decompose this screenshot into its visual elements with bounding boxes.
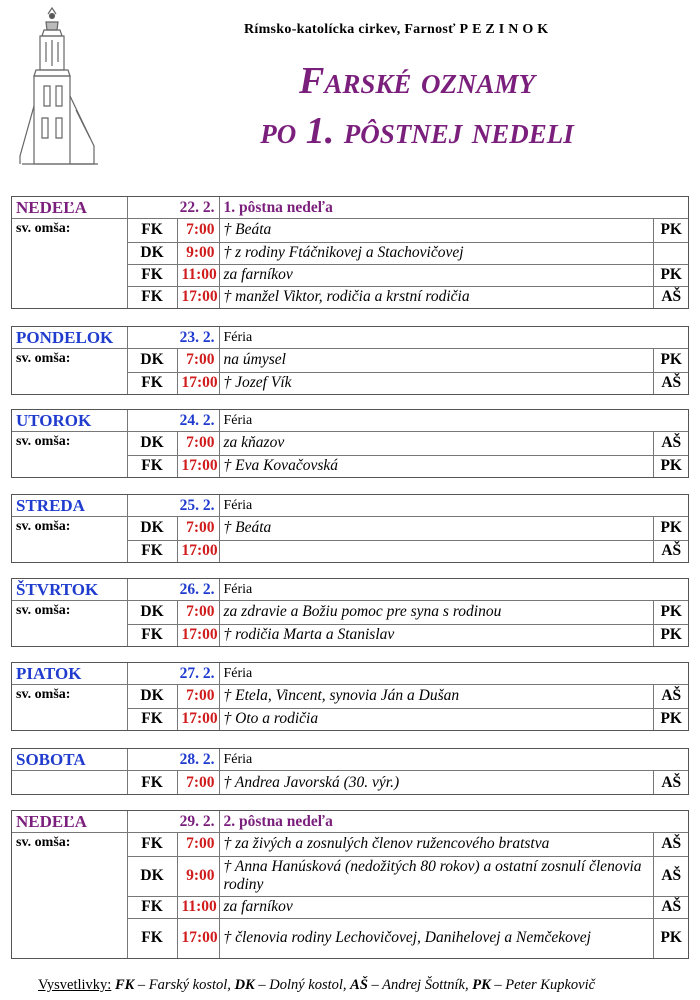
day-header-row [12, 495, 688, 517]
mass-time: 17:00 [177, 540, 219, 562]
mass-intention: † Beáta [219, 219, 654, 243]
church-code: FK [127, 624, 177, 646]
mass-label [12, 372, 127, 394]
day-date: 24. 2. [127, 410, 219, 432]
day-header-row [12, 811, 688, 833]
day-name: PONDELOK [12, 327, 127, 349]
mass-row [12, 601, 688, 625]
day-table [12, 579, 688, 646]
mass-time: 17:00 [177, 624, 219, 646]
legend-text-dk: – Dolný kostol, [258, 977, 347, 993]
day-name: NEDEĽA [12, 197, 127, 219]
legend-abbr-as: AŠ [350, 977, 368, 993]
priest-code: PK [654, 455, 688, 477]
church-code: DK [127, 432, 177, 456]
church-code: FK [127, 286, 177, 308]
day-table [12, 749, 688, 794]
day-table [12, 410, 688, 477]
legend-text-fk: – Farský kostol, [137, 977, 231, 993]
priest-code: PK [654, 349, 688, 373]
mass-time: 7:00 [177, 349, 219, 373]
mass-intention [219, 540, 654, 562]
mass-label [12, 624, 127, 646]
day-date: 28. 2. [127, 749, 219, 771]
day-header-row [12, 663, 688, 685]
day-name: NEDEĽA [12, 811, 127, 833]
org-text: Rímsko-katolícka cirkev, Farnosť [244, 22, 456, 37]
church-code: FK [127, 918, 177, 958]
mass-label [12, 286, 127, 308]
church-tower-logo [10, 6, 100, 176]
priest-code: PK [654, 219, 688, 243]
church-code: FK [127, 896, 177, 918]
mass-row [12, 455, 688, 477]
mass-row [12, 896, 688, 918]
mass-label: sv. omša: [12, 833, 127, 857]
mass-time: 17:00 [177, 455, 219, 477]
priest-code [654, 242, 688, 264]
legend-text-pk: – Peter Kupkovič [494, 977, 596, 993]
day-table [12, 663, 688, 730]
legend-text-as: – Andrej Šottník, [371, 977, 469, 993]
mass-row [12, 685, 688, 709]
mass-time: 7:00 [177, 219, 219, 243]
mass-time: 17:00 [177, 918, 219, 958]
day-feast: Féria [219, 495, 688, 517]
mass-time: 7:00 [177, 432, 219, 456]
mass-row [12, 349, 688, 373]
priest-code: PK [654, 601, 688, 625]
mass-time: 17:00 [177, 286, 219, 308]
mass-label [12, 708, 127, 730]
day-header-row [12, 579, 688, 601]
day-name: SOBOTA [12, 749, 127, 771]
mass-label: sv. omša: [12, 219, 127, 243]
day-date: 23. 2. [127, 327, 219, 349]
page-title [132, 56, 700, 156]
priest-code: AŠ [654, 432, 688, 456]
day-date: 25. 2. [127, 495, 219, 517]
day-table [12, 811, 688, 958]
day-name: STREDA [12, 495, 127, 517]
mass-intention: † Oto a rodičia [219, 708, 654, 730]
day-feast: Féria [219, 410, 688, 432]
day-feast: 1. pôstna nedeľa [219, 197, 688, 219]
church-code: FK [127, 540, 177, 562]
mass-time: 11:00 [177, 896, 219, 918]
day-date: 22. 2. [127, 197, 219, 219]
day-block [11, 409, 689, 478]
day-name: PIATOK [12, 663, 127, 685]
day-date: 29. 2. [127, 811, 219, 833]
church-code: FK [127, 833, 177, 857]
day-feast: Féria [219, 327, 688, 349]
day-feast: Féria [219, 579, 688, 601]
mass-label: sv. omša: [12, 685, 127, 709]
church-code: FK [127, 771, 177, 795]
mass-label: sv. omša: [12, 601, 127, 625]
mass-intention: za farníkov [219, 264, 654, 286]
day-date: 27. 2. [127, 663, 219, 685]
mass-intention: † Jozef Vík [219, 372, 654, 394]
mass-label: sv. omša: [12, 517, 127, 541]
mass-row [12, 708, 688, 730]
mass-label [12, 264, 127, 286]
mass-label [12, 242, 127, 264]
mass-time: 17:00 [177, 372, 219, 394]
mass-intention: † za živých a zosnulých členov ružencového bratstva [219, 833, 654, 857]
mass-intention: † Anna Hanúsková (nedožitých 80 rokov) a ostatní zosnulí členovia rodiny [219, 856, 654, 896]
day-table [12, 495, 688, 562]
mass-intention: † Andrea Javorská (30. výr.) [219, 771, 654, 795]
mass-intention: za zdravie a Božiu pomoc pre syna s rodinou [219, 601, 654, 625]
title-line-1: Farské oznamy [299, 60, 535, 102]
mass-row [12, 372, 688, 394]
church-code: DK [127, 685, 177, 709]
church-code: FK [127, 372, 177, 394]
day-feast: Féria [219, 663, 688, 685]
mass-intention: † z rodiny Ftáčnikovej a Stachovičovej [219, 242, 654, 264]
legend-label: Vysvetlivky: [38, 977, 112, 993]
priest-code: AŠ [654, 372, 688, 394]
priest-code: AŠ [654, 540, 688, 562]
mass-intention: † Eva Kovačovská [219, 455, 654, 477]
mass-row [12, 856, 688, 896]
mass-time: 7:00 [177, 685, 219, 709]
mass-time: 9:00 [177, 242, 219, 264]
legend-abbr-pk: PK [472, 977, 491, 993]
mass-row [12, 517, 688, 541]
mass-time: 17:00 [177, 708, 219, 730]
mass-time: 7:00 [177, 771, 219, 795]
mass-label [12, 540, 127, 562]
mass-time: 7:00 [177, 833, 219, 857]
mass-row [12, 219, 688, 243]
mass-row [12, 242, 688, 264]
day-header-row [12, 749, 688, 771]
mass-label: sv. omša: [12, 432, 127, 456]
church-code: DK [127, 242, 177, 264]
mass-intention: za farníkov [219, 896, 654, 918]
priest-code: AŠ [654, 685, 688, 709]
church-code: FK [127, 455, 177, 477]
mass-label: sv. omša: [12, 349, 127, 373]
mass-time: 9:00 [177, 856, 219, 896]
priest-code: AŠ [654, 833, 688, 857]
legend-abbr-dk: DK [234, 977, 255, 993]
org-city: PEZINOK [459, 22, 553, 37]
day-header-row [12, 197, 688, 219]
day-name: ŠTVRTOK [12, 579, 127, 601]
mass-row [12, 432, 688, 456]
priest-code: PK [654, 918, 688, 958]
day-feast: Féria [219, 749, 688, 771]
mass-intention: † rodičia Marta a Stanislav [219, 624, 654, 646]
day-block [11, 748, 689, 795]
legend-abbr-fk: FK [114, 977, 135, 993]
legend [38, 977, 595, 994]
day-feast: 2. pôstna nedeľa [219, 811, 688, 833]
day-date: 26. 2. [127, 579, 219, 601]
day-table [12, 197, 688, 308]
church-code: DK [127, 601, 177, 625]
priest-code: PK [654, 708, 688, 730]
church-code: FK [127, 708, 177, 730]
day-table [12, 327, 688, 394]
priest-code: PK [654, 624, 688, 646]
mass-label [12, 455, 127, 477]
mass-intention: † Etela, Vincent, synovia Ján a Dušan [219, 685, 654, 709]
day-block [11, 810, 689, 959]
mass-row [12, 540, 688, 562]
mass-intention: † Beáta [219, 517, 654, 541]
mass-row [12, 624, 688, 646]
mass-row [12, 833, 688, 857]
day-header-row [12, 327, 688, 349]
mass-intention: na úmysel [219, 349, 654, 373]
priest-code: AŠ [654, 896, 688, 918]
mass-label [12, 856, 127, 896]
priest-code: AŠ [654, 771, 688, 795]
day-name: UTOROK [12, 410, 127, 432]
mass-intention: † manžel Viktor, rodičia a krstní rodičia [219, 286, 654, 308]
mass-label [12, 771, 127, 795]
title-line-2: po 1. pôstnej nedeli [260, 110, 574, 152]
priest-code: PK [654, 264, 688, 286]
day-block [11, 196, 689, 309]
church-code: DK [127, 349, 177, 373]
mass-row [12, 286, 688, 308]
priest-code: AŠ [654, 856, 688, 896]
church-code: FK [127, 264, 177, 286]
day-block [11, 494, 689, 563]
mass-intention: † členovia rodiny Lechovičovej, Danihelovej a Nemčekovej [219, 918, 654, 958]
church-code: DK [127, 856, 177, 896]
mass-time: 7:00 [177, 517, 219, 541]
mass-label [12, 918, 127, 958]
priest-code: AŠ [654, 286, 688, 308]
priest-code: PK [654, 517, 688, 541]
mass-row [12, 264, 688, 286]
mass-label [12, 896, 127, 918]
mass-intention: za kňazov [219, 432, 654, 456]
church-code: DK [127, 517, 177, 541]
day-block [11, 326, 689, 395]
day-block [11, 662, 689, 731]
parish-org-name [244, 22, 552, 38]
mass-row [12, 771, 688, 795]
mass-time: 11:00 [177, 264, 219, 286]
day-block [11, 578, 689, 647]
mass-row [12, 918, 688, 958]
day-header-row [12, 410, 688, 432]
church-code: FK [127, 219, 177, 243]
mass-time: 7:00 [177, 601, 219, 625]
